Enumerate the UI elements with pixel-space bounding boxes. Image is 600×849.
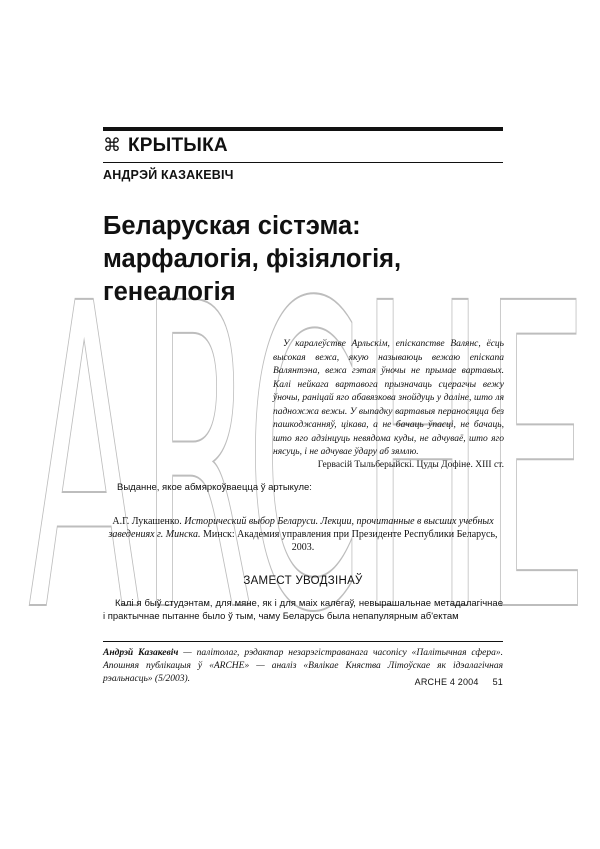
footnote-rule (103, 641, 503, 642)
epigraph-text: У каралеўстве Арльскім, епіскапстве Валянс, ёсць высокая вежа, якую называюць вежаю епіскапа Валянтэна, вежа гэтая ўночы не прымае вартавых. Калі нейкага вартавога прызначаць сцерагчы вежу ўночы, раніцай яго абавязкова знойдуць у даліне, што ля падножжа вежы. У выпадку вартавыя пераносяцца без пашкоджанняў, цікава, а не бачаць ўпасці, не бачаць, што яго адзінцуць невядома куды, не адчуваё, што яго нясуць, і не адчувае ўдару аб зямлю. (273, 339, 504, 457)
section-header (103, 133, 503, 159)
book-reference (103, 515, 503, 554)
page-footer (380, 677, 503, 687)
page-number: 51 (492, 677, 503, 687)
scissors-icon: ⌘ (103, 135, 121, 156)
title-line: марфалогія, фізіялогія, (103, 245, 402, 273)
book-publisher: Минск: Академия управления при Президенте Республики Беларусь, 2003. (202, 529, 498, 553)
article-title (103, 210, 523, 309)
epigraph-source: Гервасій Тыльберыйскі. Цуды Дофіне. XIII ст. (317, 460, 504, 470)
title-line: генеалогія (103, 278, 236, 306)
section-subheading: ЗАМЕСТ УВОДЗІНАЎ (243, 575, 363, 587)
book-author: А.Г. Лукашенко. (112, 516, 182, 527)
book-title: Исторический выбор Беларуси. Лекции, прочитанные в высших учебных заведениях г. Минска. (108, 516, 494, 540)
footnote-text: — палітолаг, рэдактар незарэгістраванага часопісу «Палітычная сфера». Апошняя публікацыя ў «ARCHE» — аналіз «Вялікае Княства Літоўскае як ідэалагічная рэальнасць» (5/2003). (103, 648, 503, 684)
epigraph (273, 338, 504, 460)
footnote-author: Андрэй Казакевіч (103, 648, 179, 658)
section-rule (103, 162, 503, 163)
reviewed-publication-label: Выданне, якое абмяркоўваецца ў артыкуле: (117, 482, 312, 493)
watermark-text: ARCHE (28, 216, 588, 625)
title-line: Беларуская сістэма: (103, 212, 361, 240)
header-rule (103, 127, 503, 131)
section-title: КРЫТЫКА (128, 135, 228, 156)
article-author: АНДРЭЙ КАЗАКЕВІЧ (103, 168, 234, 182)
journal-issue: ARCHE 4 2004 (414, 677, 479, 687)
body-paragraph: Калі я быў студэнтам, для мяне, як і для маіх калегаў, невырашальнае метадалагічнае і практычнае пытанне было ў тым, чаму Беларусь была непапулярным аб'ектам (103, 598, 503, 622)
